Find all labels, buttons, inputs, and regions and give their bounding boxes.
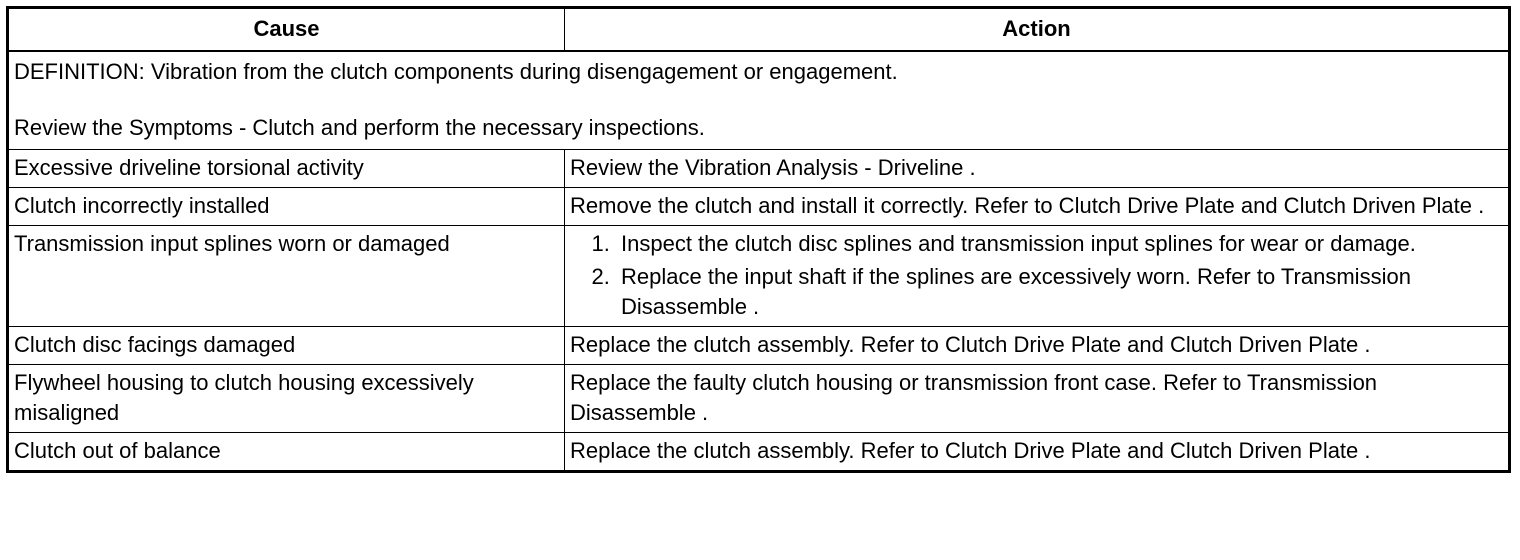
cause-cell: Flywheel housing to clutch housing excessively misaligned xyxy=(8,365,565,433)
cause-cell: Excessive driveline torsional activity xyxy=(8,150,565,188)
action-cell xyxy=(565,226,1510,327)
review-symptoms-text: Review the Symptoms - Clutch and perform the necessary inspections. xyxy=(14,115,705,140)
table-row xyxy=(8,327,1510,365)
action-cell: Replace the clutch assembly. Refer to Clutch Drive Plate and Clutch Driven Plate . xyxy=(565,327,1510,365)
diagnostic-table xyxy=(6,6,1511,473)
action-steps-list xyxy=(570,229,1502,322)
header-row xyxy=(8,8,1510,52)
cause-cell: Clutch out of balance xyxy=(8,433,565,472)
cause-cell: Transmission input splines worn or damaged xyxy=(8,226,565,327)
table-row xyxy=(8,365,1510,433)
definition-cell xyxy=(8,51,1510,150)
action-cell: Replace the faulty clutch housing or transmission front case. Refer to Transmission Disassemble . xyxy=(565,365,1510,433)
table-row xyxy=(8,188,1510,226)
header-action: Action xyxy=(565,8,1510,52)
header-cause: Cause xyxy=(8,8,565,52)
action-cell: Replace the clutch assembly. Refer to Clutch Drive Plate and Clutch Driven Plate . xyxy=(565,433,1510,472)
action-step: 1. Inspect the clutch disc splines and transmission input splines for wear or damage. xyxy=(616,229,1502,259)
definition-text: DEFINITION: Vibration from the clutch components during disengagement or engagement. xyxy=(14,59,898,84)
table-row xyxy=(8,433,1510,472)
document-page xyxy=(6,6,1508,473)
definition-row xyxy=(8,51,1510,150)
table-row xyxy=(8,226,1510,327)
table-row xyxy=(8,150,1510,188)
cause-cell: Clutch incorrectly installed xyxy=(8,188,565,226)
action-cell: Review the Vibration Analysis - Driveline . xyxy=(565,150,1510,188)
action-step: 2. Replace the input shaft if the splines are excessively worn. Refer to Transmission Disassemble . xyxy=(616,262,1502,322)
action-cell: Remove the clutch and install it correctly. Refer to Clutch Drive Plate and Clutch Driven Plate . xyxy=(565,188,1510,226)
cause-cell: Clutch disc facings damaged xyxy=(8,327,565,365)
